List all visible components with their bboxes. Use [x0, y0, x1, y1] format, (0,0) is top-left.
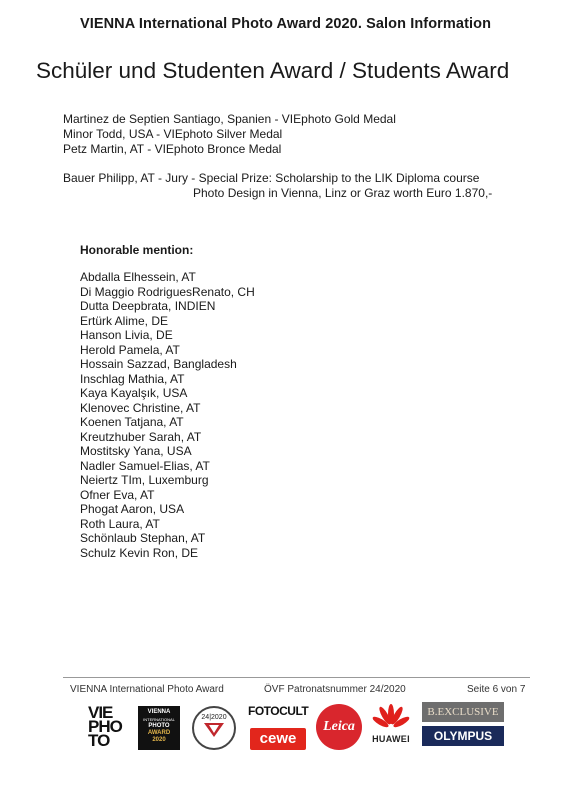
honorable-mention-heading: Honorable mention: — [80, 243, 194, 257]
honorable-mention-item: Klenovec Christine, AT — [80, 400, 201, 415]
ovf-emblem-icon — [204, 723, 224, 737]
cewe-logo: cewe — [250, 728, 306, 750]
honorable-mention-item: Mostitsky Yana, USA — [80, 444, 192, 458]
honorable-mention-item: Ertürk Alime, DE — [80, 313, 169, 328]
ovf-patronage-logo — [192, 706, 236, 750]
award-line-3: PHOTO — [148, 723, 170, 729]
leica-logo-text: Leica — [323, 719, 355, 734]
huawei-petal-icon — [372, 704, 410, 734]
honorable-mention-item: Roth Laura, AT — [80, 516, 160, 531]
footer-left: VIENNA International Photo Award — [70, 684, 224, 695]
honorable-mention-item: Hossain Sazzad, Bangladesh — [80, 357, 237, 371]
honorable-mention-item: Nadler Samuel-Elias, AT — [80, 458, 210, 473]
special-prize-line2: Photo Design in Vienna, Linz or Graz worth Euro 1.870,- — [193, 186, 493, 200]
sponsor-logos — [0, 700, 571, 760]
honorable-mention-item: Phogat Aaron, USA — [80, 502, 185, 516]
winner-gold: Martinez de Septien Santiago, Spanien - VIEphoto Gold Medal — [63, 112, 396, 126]
vie-photo-logo-text: VIE PHO TO — [88, 706, 122, 750]
honorable-mention-item: Herold Pamela, AT — [80, 342, 180, 357]
award-line-1: VIENNA — [147, 709, 171, 715]
honorable-mention-list — [80, 270, 255, 560]
page-header: VIENNA International Photo Award 2020. Salon Information — [79, 16, 492, 32]
award-2020-logo — [138, 706, 180, 750]
honorable-mention-item: Di Maggio RodriguesRenato, CH — [80, 284, 255, 299]
huawei-logo — [366, 704, 416, 752]
winners-list — [63, 112, 396, 157]
footer-divider — [63, 677, 530, 678]
honorable-mention-item: Koenen Tatjana, AT — [80, 415, 184, 429]
olympus-logo: OLYMPUS — [422, 726, 504, 746]
ovf-number: 24|2020 — [201, 714, 227, 721]
huawei-logo-text: HUAWEI — [372, 734, 410, 744]
footer-center: ÖVF Patronatsnummer 24/2020 — [264, 684, 406, 695]
honorable-mention-item: Schulz Kevin Ron, DE — [80, 545, 199, 560]
honorable-mention-item: Hanson Livia, DE — [80, 328, 173, 342]
award-line-5: 2020 — [152, 737, 166, 743]
honorable-mention-item: Inschlag Mathia, AT — [80, 371, 185, 386]
leica-logo — [316, 704, 362, 750]
honorable-mention-item: Abdalla Elhessein, AT — [80, 270, 196, 284]
award-line-2: INTERNATIONAL — [143, 717, 175, 722]
special-prize-line1: Bauer Philipp, AT - Jury - Special Prize: Scholarship to the LIK Diploma course — [63, 171, 480, 185]
special-prize — [63, 171, 492, 201]
page-title: Schüler und Studenten Award / Students Award — [36, 58, 510, 83]
vie-photo-logo — [88, 706, 136, 750]
winner-bronze: Petz Martin, AT - VIEphoto Bronce Medal — [63, 142, 282, 156]
honorable-mention-item: Kaya Kayalşık, USA — [80, 386, 188, 400]
honorable-mention-item: Ofner Eva, AT — [80, 487, 155, 502]
honorable-mention-item: Neiertz TIm, Luxemburg — [80, 473, 209, 487]
honorable-mention-item: Dutta Deepbrata, INDIEN — [80, 299, 216, 313]
b-exclusive-logo: B.EXCLUSIVE — [422, 702, 504, 722]
honorable-mention-item: Schönlaub Stephan, AT — [80, 531, 206, 545]
honorable-mention-item: Kreutzhuber Sarah, AT — [80, 429, 202, 444]
winner-silver: Minor Todd, USA - VIEphoto Silver Medal — [63, 127, 283, 141]
fotocult-logo: FOTOCULT — [248, 704, 309, 718]
footer-page-number: Seite 6 von 7 — [467, 684, 526, 695]
award-line-4: AWARD — [147, 730, 171, 736]
